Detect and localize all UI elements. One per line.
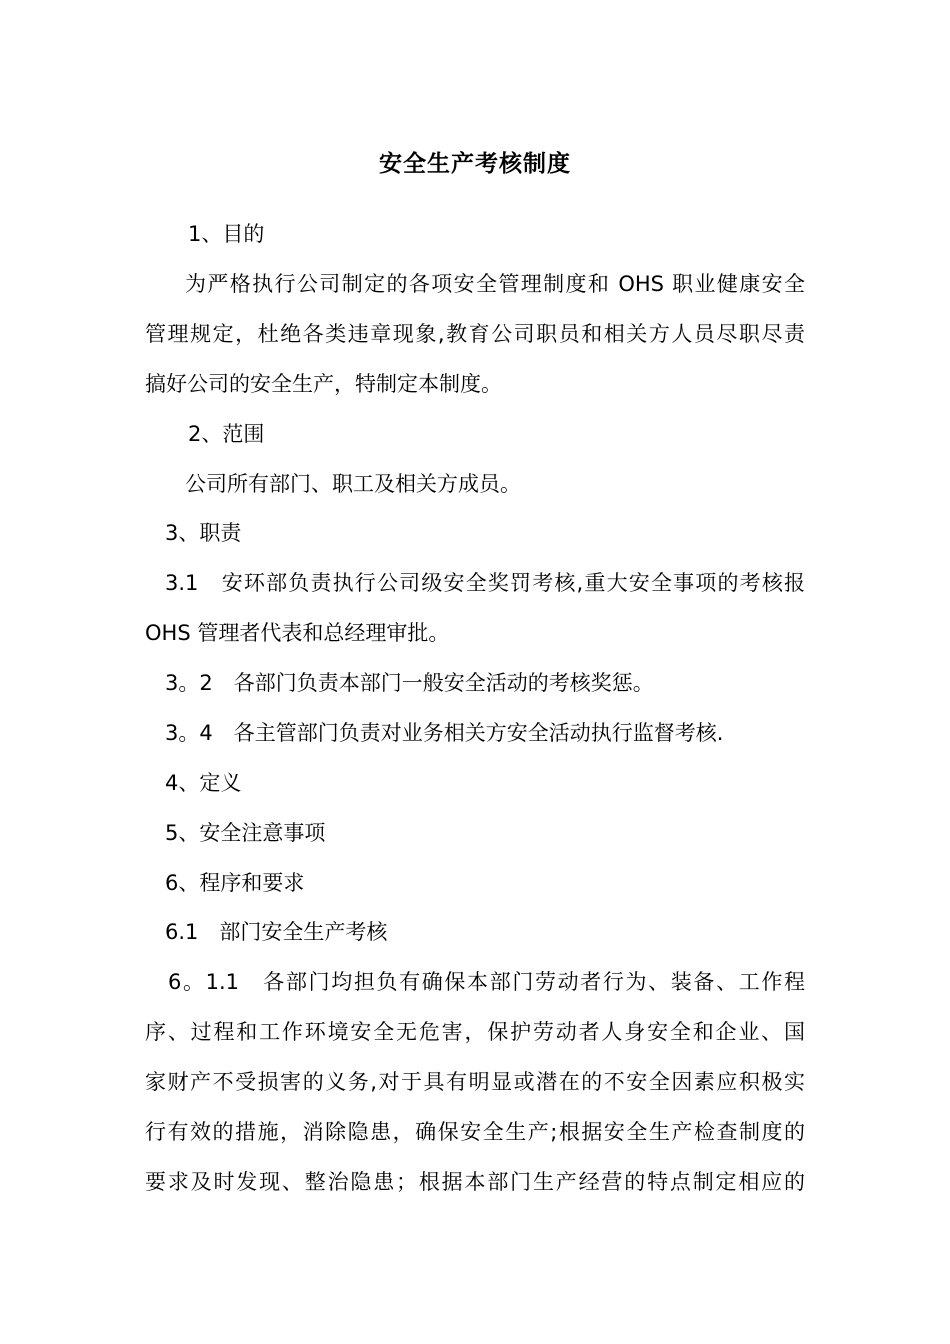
- section-heading-scope: 2、范围: [188, 422, 265, 446]
- paragraph-line: 3。2 各部门负责本部门一般安全活动的考核奖惩。: [165, 671, 654, 695]
- subsection-heading: 6.1 部门安全生产考核: [165, 920, 388, 944]
- section-heading-responsibilities: 3、职责: [165, 521, 242, 545]
- section-heading-safety-notes: 5、安全注意事项: [165, 821, 326, 845]
- paragraph-line: OHS 管理者代表和总经理审批。: [145, 621, 450, 645]
- document-title: 安全生产考核制度: [379, 151, 571, 177]
- paragraph-line: 公司所有部门、职工及相关方成员。: [185, 472, 521, 496]
- section-heading-procedures: 6、程序和要求: [165, 871, 305, 895]
- paragraph-line: 要求及时发现、整治隐患；根据本部门生产经营的特点制定相应的: [145, 1170, 805, 1194]
- paragraph-line: 搞好公司的安全生产，特制定本制度。: [145, 372, 502, 396]
- paragraph-line: 3.1 安环部负责执行公司级安全奖罚考核,重大安全事项的考核报: [165, 571, 805, 595]
- paragraph-line: 家财产不受损害的义务,对于具有明显或潜在的不安全因素应积极实: [145, 1070, 805, 1094]
- paragraph-line: 3。4 各主管部门负责对业务相关方安全活动执行监督考核.: [165, 721, 724, 745]
- paragraph-line: 为严格执行公司制定的各项安全管理制度和 OHS 职业健康安全: [185, 272, 805, 296]
- paragraph-line: 6。1.1 各部门均担负有确保本部门劳动者行为、装备、工作程: [168, 970, 805, 994]
- paragraph-line: 序、过程和工作环境安全无危害，保护劳动者人身安全和企业、国: [145, 1020, 805, 1044]
- paragraph-line: 管理规定，杜绝各类违章现象,教育公司职员和相关方人员尽职尽责: [145, 322, 805, 346]
- section-heading-purpose: 1、目的: [188, 222, 265, 246]
- section-heading-definitions: 4、定义: [165, 771, 242, 795]
- paragraph-line: 行有效的措施，消除隐患，确保安全生产;根据安全生产检查制度的: [145, 1120, 805, 1144]
